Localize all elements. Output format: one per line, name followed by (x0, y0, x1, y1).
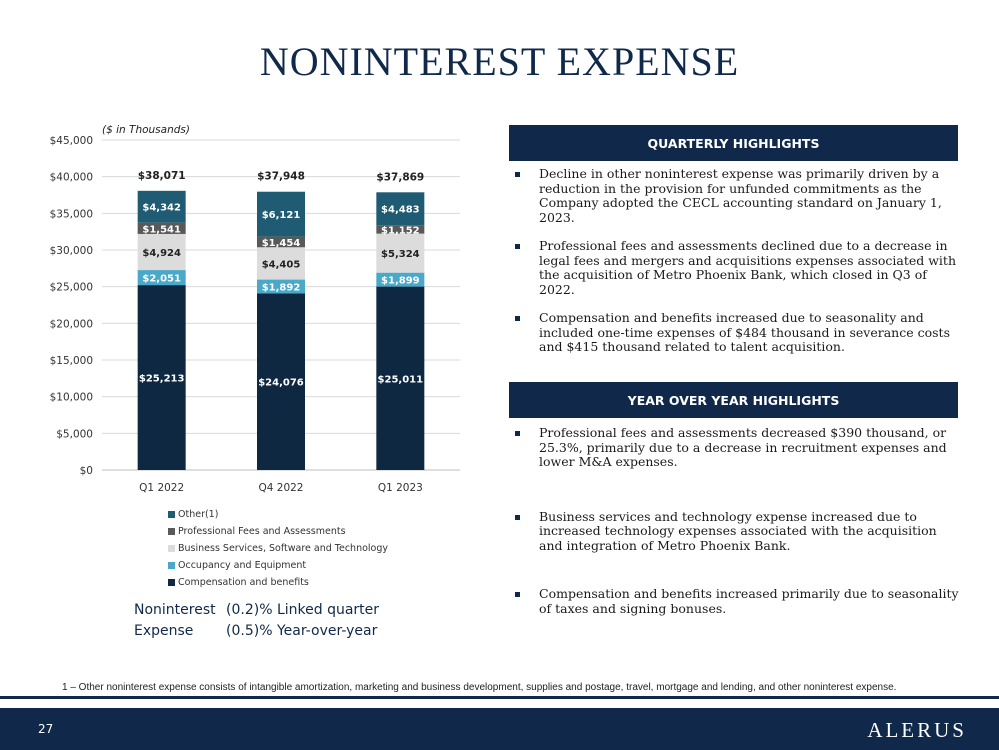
yoy-highlight-item (513, 587, 959, 616)
data-label: $24,076 (258, 377, 304, 389)
legend-swatch (168, 562, 175, 569)
quarterly-highlight-text: Compensation and benefits increased due to seasonality and included one-time expenses of $484 thousand in severance costs and $415 thousand related to talent acquisition. (539, 310, 950, 354)
year-over-year-change: (0.5)% Year-over-year (226, 623, 378, 639)
data-label: $1,892 (261, 282, 301, 294)
total-label: $38,071 (137, 169, 186, 182)
legend-swatch (168, 545, 175, 552)
yoy-highlights-header: YEAR OVER YEAR HIGHLIGHTS (509, 382, 958, 418)
y-tick-label: $5,000 (56, 428, 93, 441)
legend-swatch (168, 511, 175, 518)
legend-item (168, 574, 388, 591)
legend-label: Compensation and benefits (178, 577, 309, 588)
y-tick-label: $30,000 (49, 245, 93, 257)
legend-swatch (168, 528, 175, 535)
data-label: $1,454 (261, 237, 301, 249)
legend-item (168, 506, 388, 523)
bullet-icon (515, 592, 520, 597)
quarterly-highlights-header: QUARTERLY HIGHLIGHTS (509, 125, 958, 161)
yoy-highlight-item (513, 510, 959, 554)
legend-item (168, 557, 388, 574)
yoy-highlight-item (513, 426, 959, 470)
yoy-highlight-text: Compensation and benefits increased primarily due to seasonality of taxes and signing bonuses. (539, 586, 959, 616)
footnote: 1 – Other noninterest expense consists of intangible amortization, marketing and business development, supplies and postage, travel, mortgage and lending, and other noninterest expense. (62, 682, 897, 693)
footer-bar (0, 708, 999, 750)
data-label: $25,213 (138, 373, 185, 385)
quarterly-highlight-text: Professional fees and assessments declined due to a decrease in legal fees and mergers and acquisitions expenses associated with the acquisition of Metro Phoenix Bank, which closed in Q3 of 2022. (539, 238, 956, 297)
y-tick-label: $15,000 (49, 355, 93, 367)
summary-label-line1: Noninterest (134, 602, 216, 618)
data-label: $4,483 (381, 204, 420, 216)
legend-label: Professional Fees and Assessments (178, 526, 346, 537)
y-tick-label: $45,000 (49, 135, 93, 147)
x-tick-label: Q1 2022 (139, 482, 185, 494)
summary-label-line2: Expense (134, 623, 194, 639)
data-label: $25,011 (377, 374, 424, 386)
total-label: $37,869 (376, 171, 425, 184)
linked-quarter-change: (0.2)% Linked quarter (226, 602, 380, 618)
x-tick-label: Q1 2023 (377, 482, 423, 494)
data-label: $2,051 (142, 273, 181, 285)
y-tick-label: $35,000 (49, 208, 93, 221)
total-label: $37,948 (257, 170, 305, 183)
x-tick-label: Q4 2022 (258, 482, 304, 494)
expense-summary (134, 600, 379, 642)
data-label: $1,541 (142, 224, 181, 236)
data-label: $1,899 (381, 275, 420, 287)
data-label: $4,924 (142, 248, 181, 260)
stacked-bar-chart (40, 115, 470, 495)
legend-swatch (168, 579, 175, 586)
quarterly-highlight-item (513, 311, 959, 355)
yoy-highlight-text: Professional fees and assessments decreased $390 thousand, or 25.3%, primarily due to a decrease in recruitment expenses and lower M&A expenses. (539, 425, 947, 469)
data-label: $4,405 (261, 259, 301, 271)
quarterly-highlights-list (513, 167, 959, 355)
page-number: 27 (38, 722, 54, 736)
bullet-icon (515, 515, 520, 520)
footer-divider (0, 696, 999, 699)
data-label: $4,342 (142, 202, 181, 214)
bullet-icon (515, 244, 520, 249)
quarterly-highlight-text: Decline in other noninterest expense was primarily driven by a reduction in the provision for unfunded commitments as the Company adopted the CECL accounting standard on January 1, 2023. (539, 166, 942, 225)
data-label: $1,152 (381, 225, 420, 237)
bullet-icon (515, 172, 520, 177)
unit-note: ($ in Thousands) (102, 124, 190, 136)
legend-item (168, 540, 388, 557)
page-title: NONINTEREST EXPENSE (259, 39, 740, 84)
company-logo: ALERUS (867, 718, 967, 742)
yoy-highlight-text: Business services and technology expense increased due to increased technology expenses associated with the acquisition and integration of Metro Phoenix Bank. (539, 508, 937, 553)
legend-label: Occupancy and Equipment (178, 560, 307, 571)
quarterly-highlight-item (513, 239, 959, 297)
legend-label: Other(1) (178, 509, 219, 520)
y-tick-label: $10,000 (49, 391, 93, 404)
data-label: $6,121 (261, 210, 301, 222)
yoy-highlights-list (513, 426, 959, 616)
legend-label: Business Services, Software and Technology (178, 543, 389, 554)
y-tick-label: $25,000 (49, 281, 93, 294)
bullet-icon (515, 316, 520, 321)
y-tick-label: $20,000 (49, 318, 93, 331)
y-tick-label: $40,000 (49, 171, 93, 184)
bullet-icon (515, 431, 520, 436)
legend-item (168, 523, 388, 540)
quarterly-highlight-item (513, 167, 959, 225)
chart-legend (168, 506, 388, 591)
data-label: $5,324 (381, 249, 420, 261)
y-tick-label: $0 (79, 465, 93, 477)
